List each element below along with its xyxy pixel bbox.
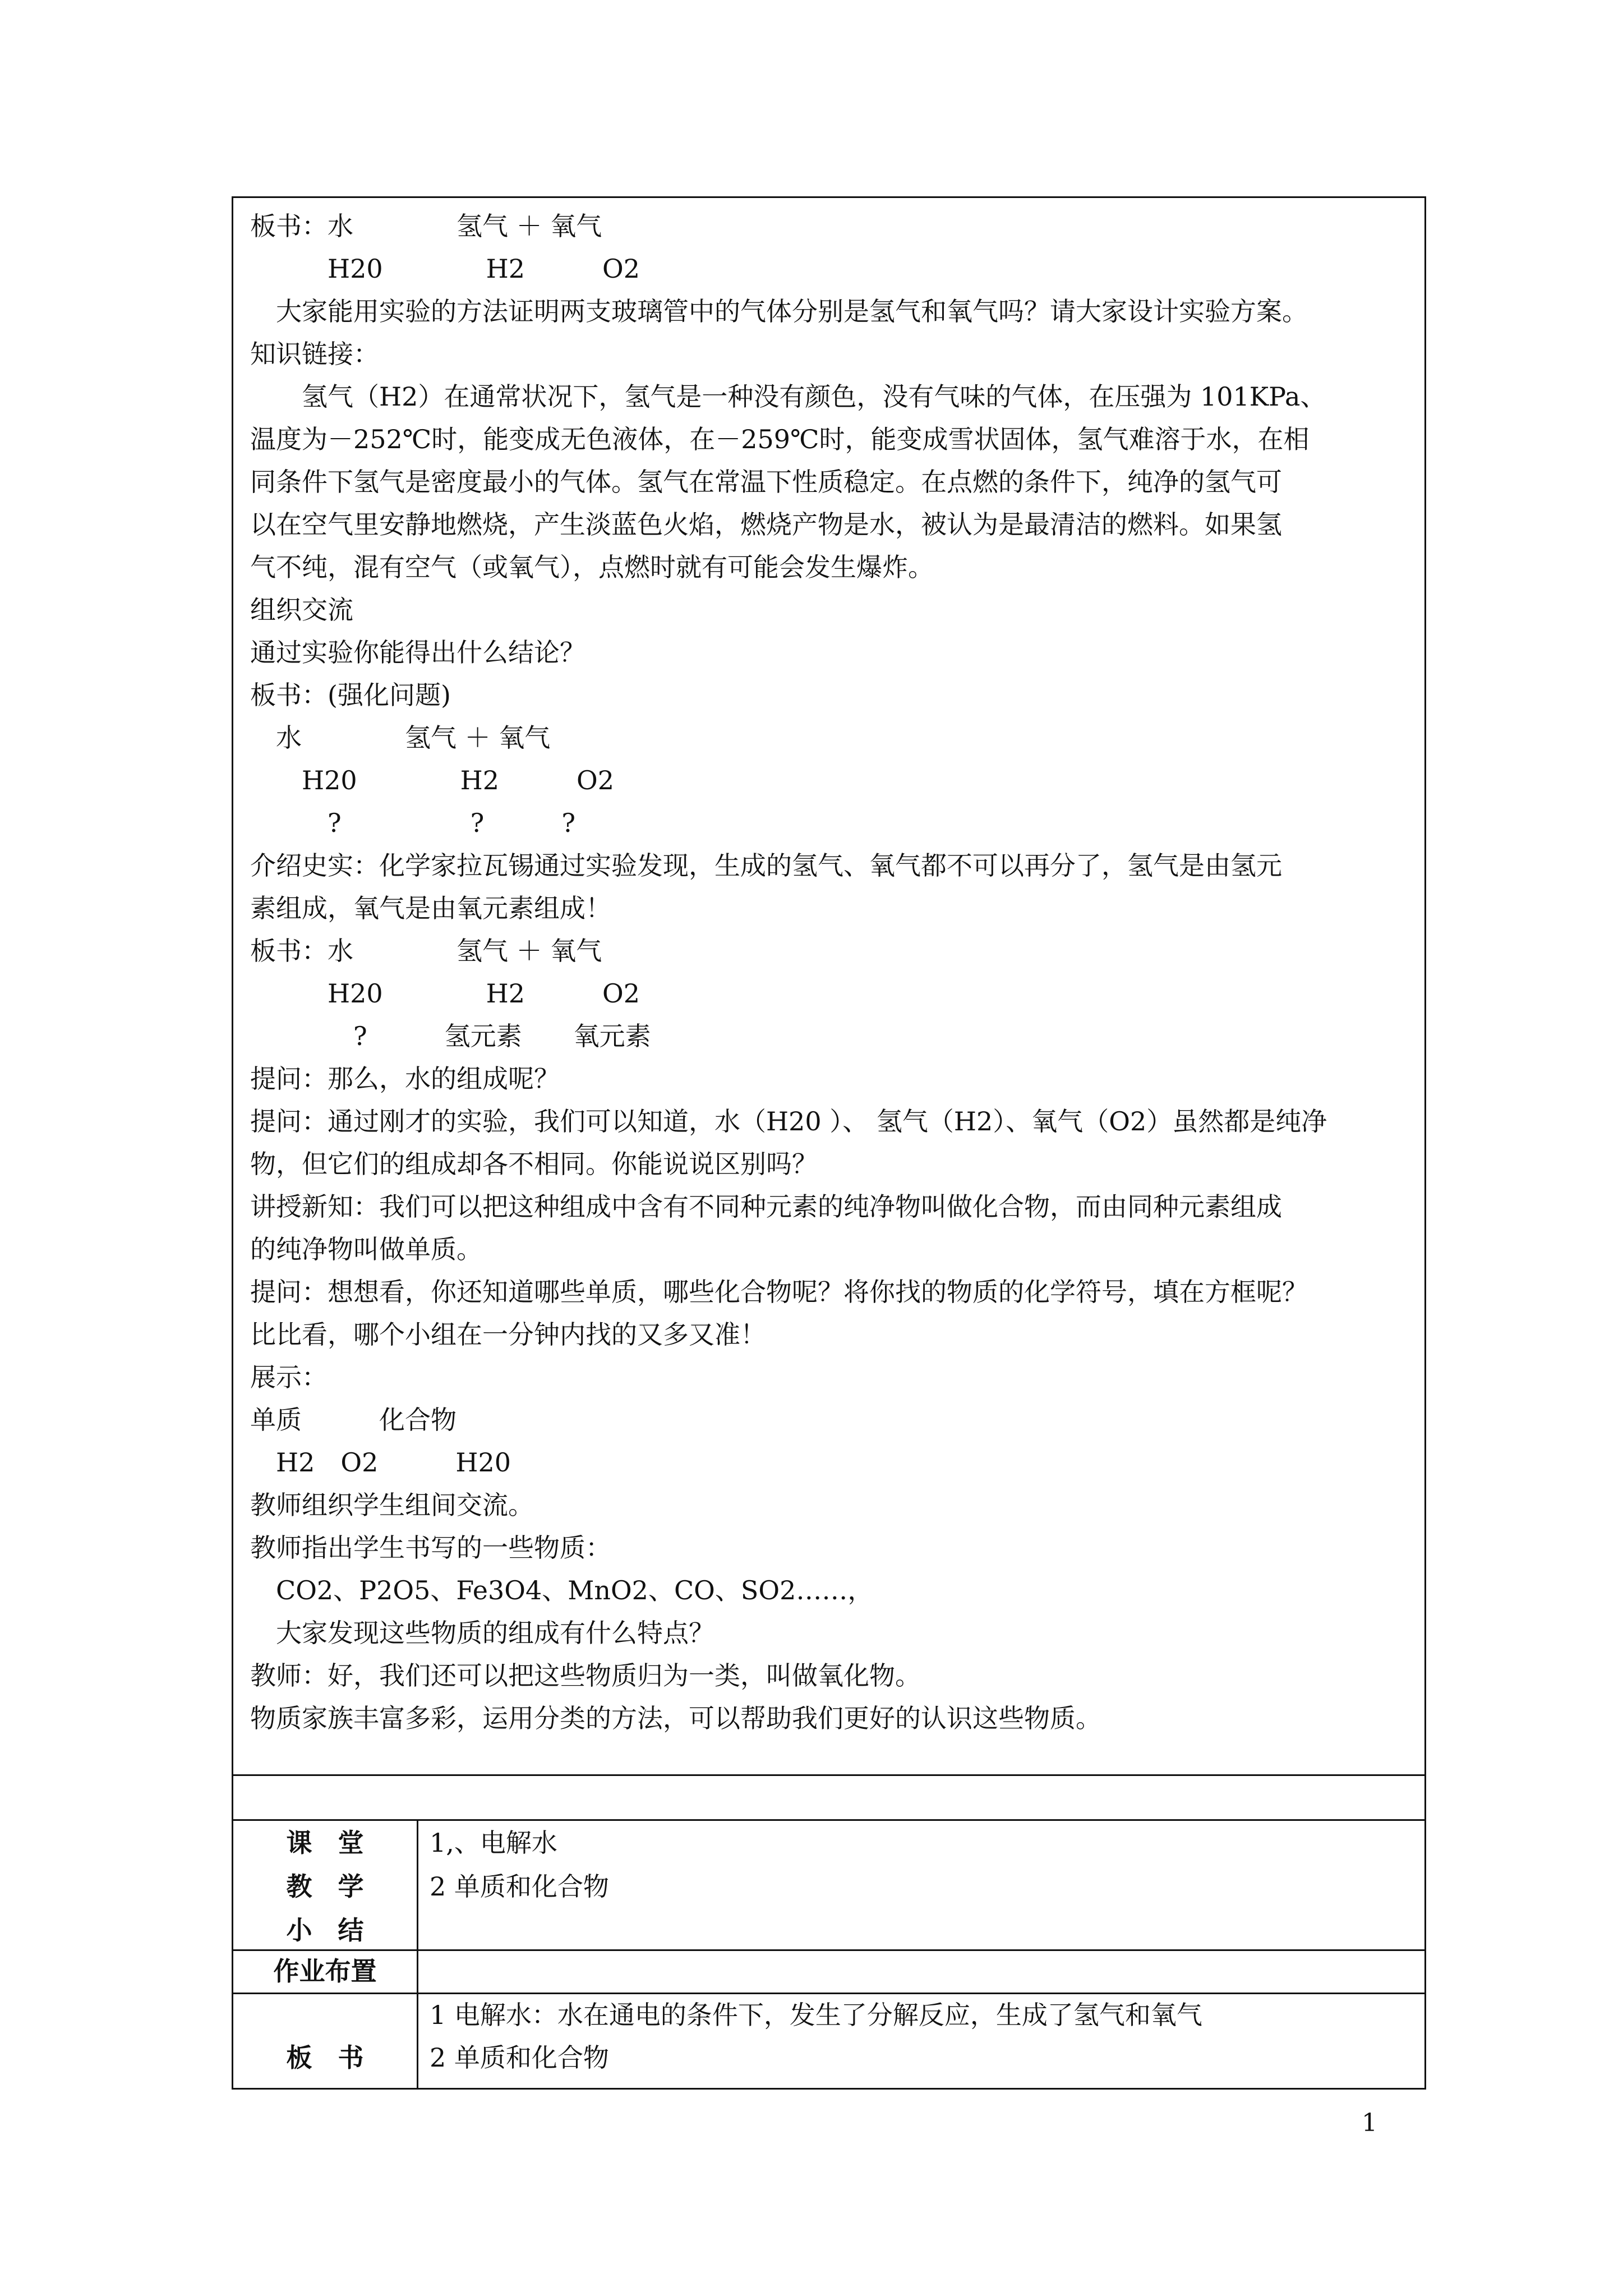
body-line: 板书：(强化问题) [250,680,451,710]
summary-label: 小 结 [286,1915,364,1945]
body-line: 讲授新知：我们可以把这种组成中含有不同种元素的纯净物叫做化合物，而由同种元素组成 [250,1191,1282,1222]
body-line: ? ? ? [250,808,575,838]
body-line: ? 氢元素 氧元素 [250,1021,651,1051]
body-line: H2 O2 H20 [250,1447,511,1478]
body-line: H20 H2 O2 [250,978,640,1009]
summary-text: 2 单质和化合物 [430,1871,609,1902]
body-line: 单质 化合物 [250,1405,457,1435]
body-line: H20 H2 O2 [250,254,640,284]
summary-text: 1,、电解水 [430,1828,557,1858]
body-line: 大家能用实验的方法证明两支玻璃管中的气体分别是氢气和氧气吗？请大家设计实验方案。 [250,296,1308,326]
body-line: 知识链接： [250,339,379,369]
board-text: 2 单质和化合物 [430,2042,609,2073]
body-line: 提问：那么，水的组成呢？ [250,1064,560,1094]
body-line: 物质家族丰富多彩，运用分类的方法，可以帮助我们更好的认识这些物质。 [250,1703,1101,1733]
summary-label: 教 学 [286,1871,364,1902]
body-line: 水 氢气 ＋ 氧气 [250,723,551,753]
body-line: 板书：水 氢气 ＋ 氧气 [250,211,602,241]
body-line: 展示： [250,1362,328,1392]
body-line: 教师：好，我们还可以把这些物质归为一类，叫做氧化物。 [250,1660,921,1691]
body-line: 的纯净物叫做单质。 [250,1234,482,1264]
table-rule [233,1774,1424,1776]
body-line: 教师组织学生组间交流。 [250,1490,534,1520]
body-line: 介绍史实：化学家拉瓦锡通过实验发现，生成的氢气、氧气都不可以再分了，氢气是由氢元 [250,850,1282,881]
body-line: 教师指出学生书写的一些物质： [250,1533,611,1563]
table-column-divider [417,1819,418,2088]
board-label: 板 书 [286,2042,364,2073]
summary-label: 课 堂 [286,1828,364,1858]
body-line: 同条件下氢气是密度最小的气体。氢气在常温下性质稳定。在点燃的条件下，纯净的氢气可 [250,467,1282,497]
body-line: 比比看，哪个小组在一分钟内找的又多又准！ [250,1319,766,1350]
lesson-table [232,196,1426,2090]
body-line: 板书：水 氢气 ＋ 氧气 [250,936,602,966]
body-line: 物，但它们的组成却各不相同。你能说说区别吗？ [250,1149,818,1179]
body-line: 素组成，氧气是由氧元素组成！ [250,893,611,923]
body-line: 组织交流 [250,595,353,625]
body-line: 气不纯，混有空气（或氧气），点燃时就有可能会发生爆炸。 [250,552,934,582]
body-line: 以在空气里安静地燃烧，产生淡蓝色火焰，燃烧产物是水，被认为是最清洁的燃料。如果氢 [250,509,1282,540]
body-line: 大家发现这些物质的组成有什么特点？ [250,1618,714,1648]
board-text: 1 电解水：水在通电的条件下，发生了分解反应，生成了氢气和氧气 [430,2000,1202,2030]
body-line: H20 H2 O2 [250,765,615,795]
body-line: 提问：想想看，你还知道哪些单质，哪些化合物呢？将你找的物质的化学符号，填在方框呢？ [250,1277,1308,1307]
homework-label: 作业布置 [273,1956,377,1986]
body-line: 温度为－252℃时，能变成无色液体，在－259℃时，能变成雪状固体，氢气难溶于水，在相 [250,424,1310,454]
body-line: 提问：通过刚才的实验，我们可以知道，水（H20 ）、 氢气（H2）、氧气（O2）虽然都是纯净 [250,1106,1327,1137]
page-number: 1 [1362,2109,1377,2137]
body-line: CO2、P2O5、Fe3O4、MnO2、CO、SO2……， [250,1575,874,1605]
body-line: 氢气（H2）在通常状况下，氢气是一种没有颜色，没有气味的气体，在压强为 101KPa、 [250,381,1326,412]
body-line: 通过实验你能得出什么结论？ [250,637,585,668]
